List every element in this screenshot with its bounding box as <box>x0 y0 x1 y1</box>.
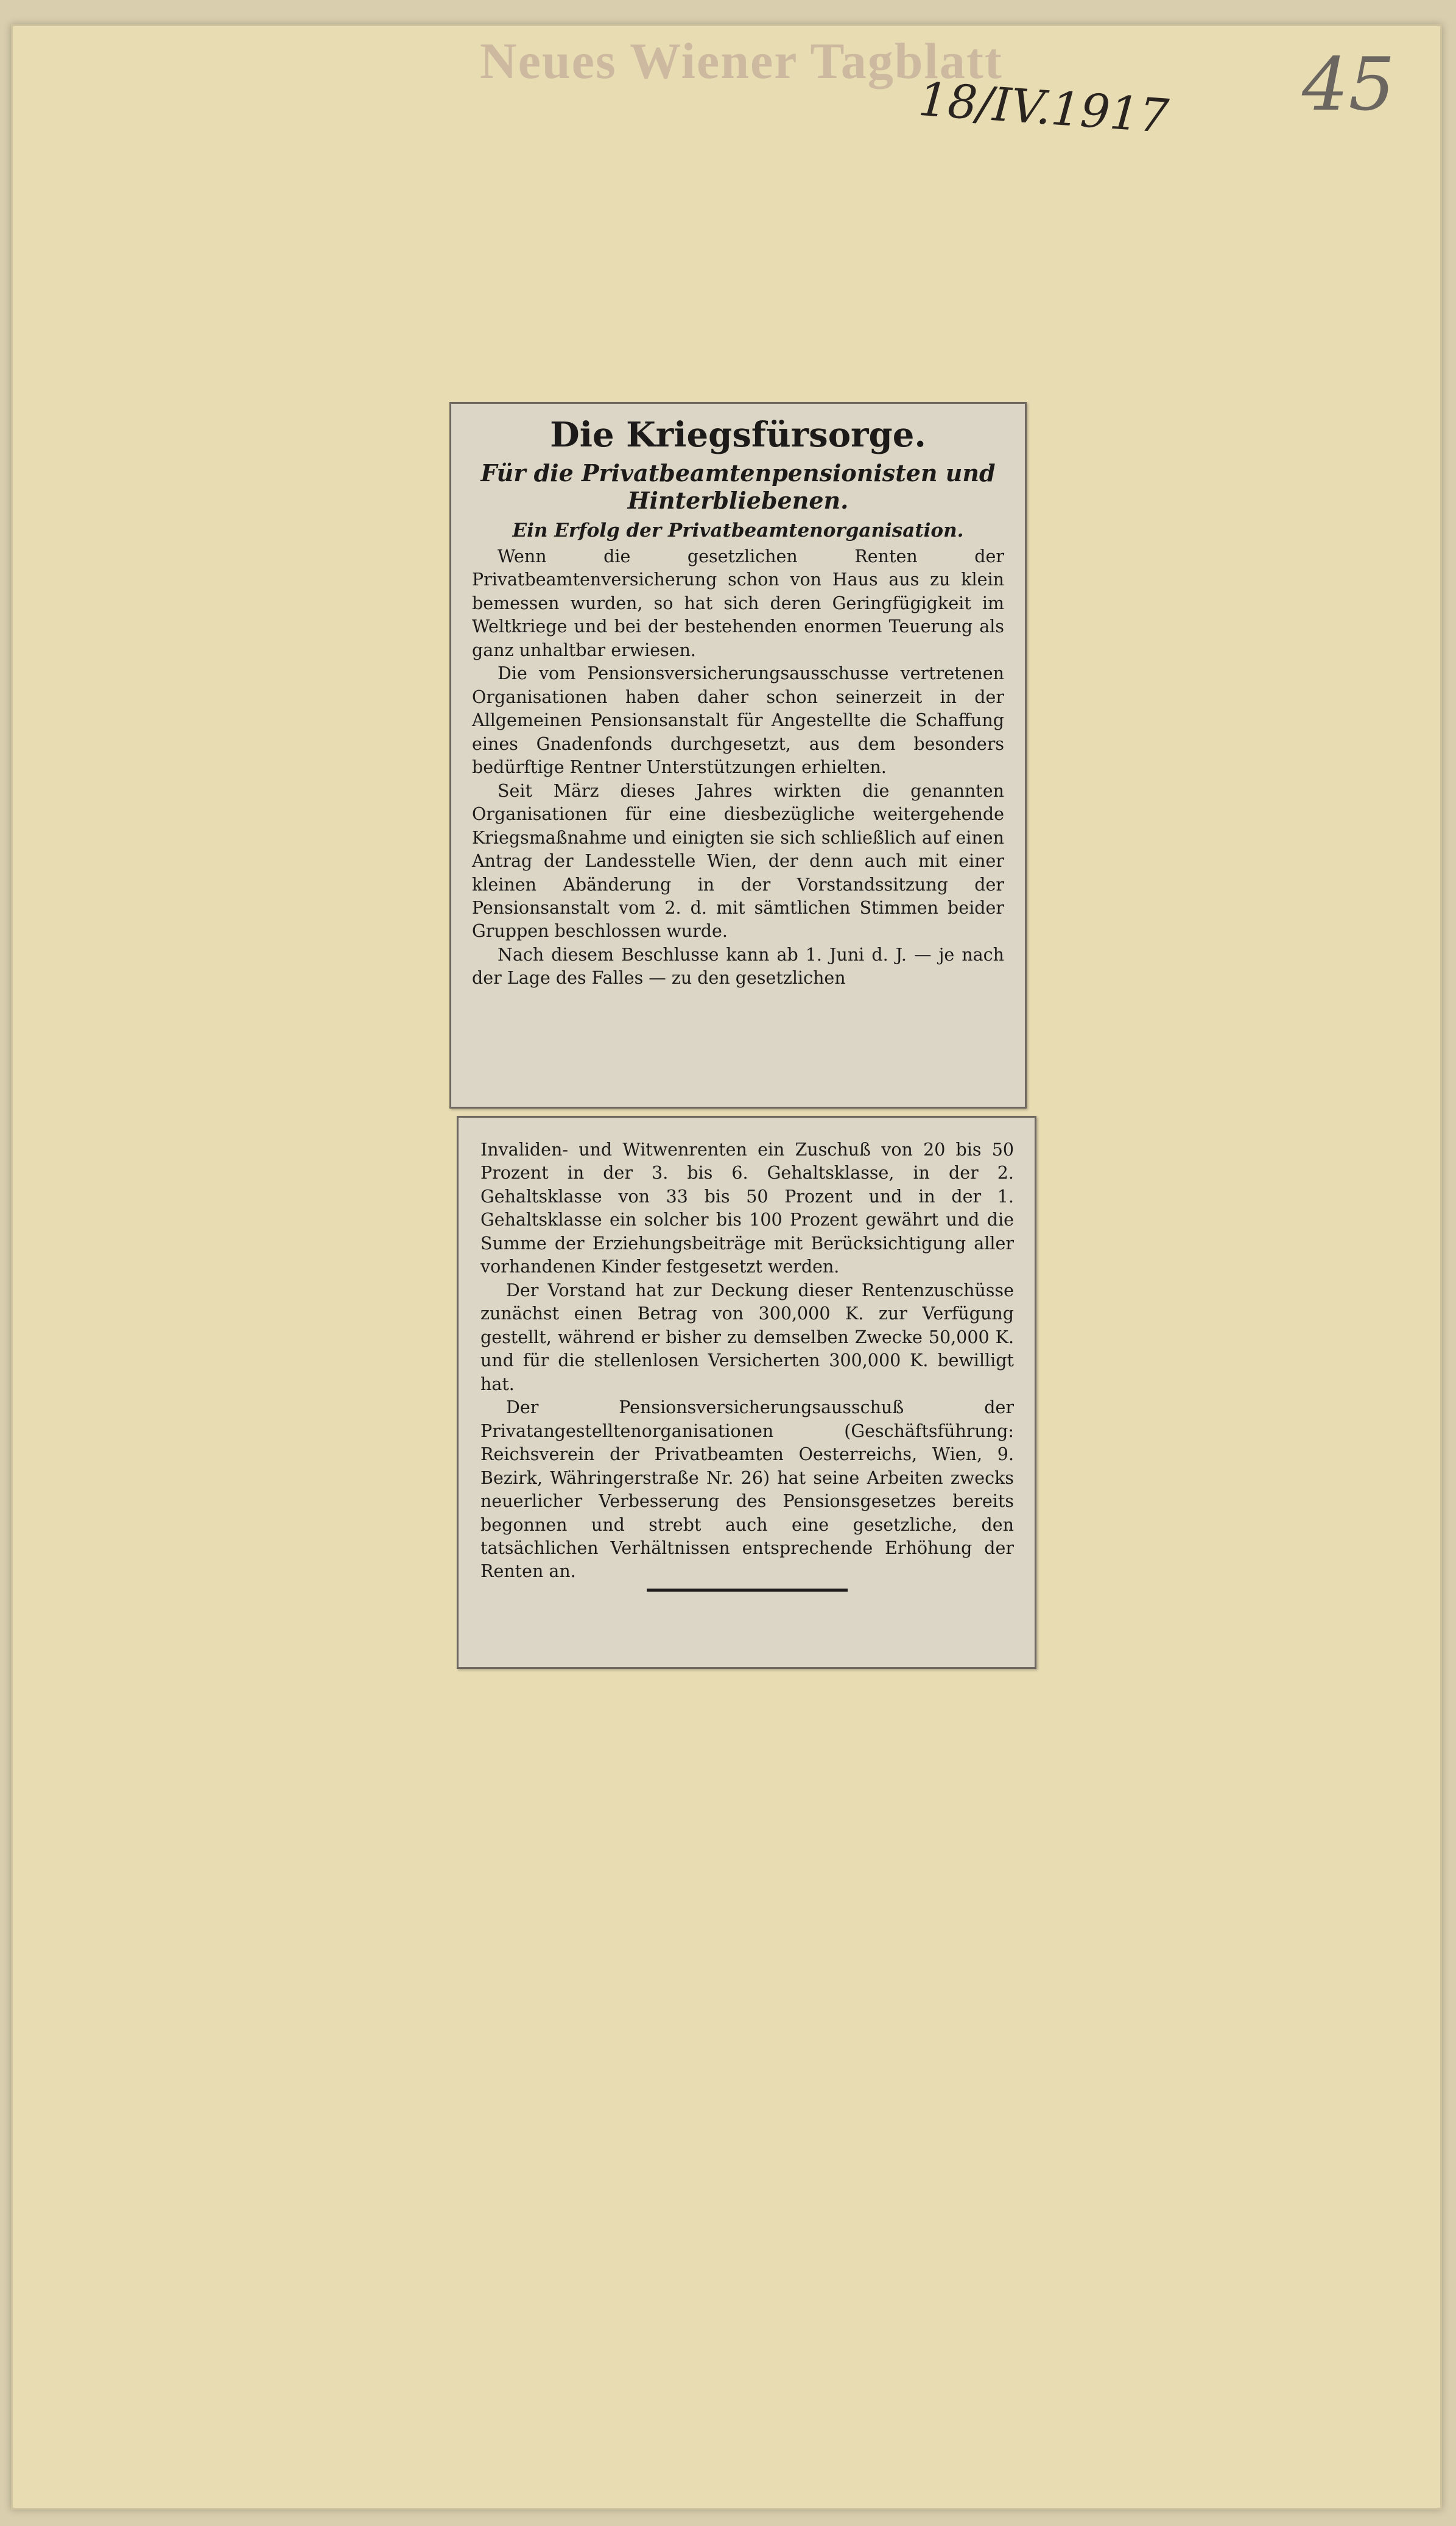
end-rule <box>647 1589 848 1592</box>
page-number: 45 <box>1302 43 1395 127</box>
clipping-top <box>449 402 1027 1109</box>
article-paragraph: Invaliden- und Witwenrenten ein Zuschuß von 20 bis 50 Prozent in der 3. bis 6. Gehaltsklasse, in der 2. Gehaltsklasse von 33 bis 50 Prozent und in der 1. Gehaltsklasse ein solcher bis 100 Prozent gewährt und die Summe der Erziehungsbeiträge mit Berücksichtigung aller vorhandenen Kinder festgesetzt werden. <box>480 1140 1014 1277</box>
article-paragraph: Die vom Pensionsversicherungsausschusse vertretenen Organisationen haben daher schon seinerzeit in der Allgemeinen Pensionsanstalt für Angestellte die Schaffung eines Gnadenfonds durchgesetzt, aus dem besonders bedürftige Rentner Unterstützungen erhielten. <box>472 663 1004 778</box>
article-headline: Die Kriegsfürsorge. <box>550 415 926 455</box>
article-paragraph: Der Vorstand hat zur Deckung dieser Rentenzuschüsse zunächst einen Betrag von 300,000 K. zur Verfügung gestellt, während er bisher zu demselben Zwecke 50,000 K. und für die stellenlosen Versicherten 300,000 K. bewilligt hat. <box>480 1280 1014 1394</box>
handwritten-date: 18/IV.1917 <box>916 71 1171 144</box>
article-paragraph: Seit März dieses Jahres wirkten die genannten Organisationen für eine diesbezügliche weitergehende Kriegsmaßnahme und einigten sie sich schließlich auf einen Antrag der Landesstelle Wien, der denn auch mit einer kleinen Abänderung in der Vorstandssitzung der Pensionsanstalt vom 2. d. mit sämtlichen Stimmen beider Gruppen beschlossen wurde. <box>472 780 1004 942</box>
clipping-bottom <box>457 1116 1036 1669</box>
newspaper-stamp: Neues Wiener Tagblatt <box>480 33 1003 90</box>
article-paragraph: Nach diesem Beschlusse kann ab 1. Juni d. J. — je nach der Lage des Falles — zu den gesetzlichen <box>472 944 1004 989</box>
article-subhead: Für die Privatbeamtenpensionisten und Hinterbliebenen. <box>480 459 996 515</box>
article-paragraph: Der Pensionsversicherungsausschuß der Privatangestelltenorganisationen (Geschäftsführung: Reichsverein der Privatbeamten Oesterreichs, Wien, 9. Bezirk, Währingerstraße Nr. 26) hat seine Arbeiten zwecks neuerlicher Verbesserung des Pensionsgesetzes bereits begonnen und strebt auch eine gesetzliche, den tatsächlichen Verhältnissen entsprechende Erhöhung der Renten an. <box>480 1397 1014 1582</box>
article-paragraph: Wenn die gesetzlichen Renten der Privatbeamtenversicherung schon von Haus aus zu klein bemessen wurden, so hat sich deren Geringfügigkeit im Weltkriege und bei der bestehenden enormen Teuerung als ganz unhaltbar erwiesen. <box>472 546 1004 660</box>
article-subsubhead: Ein Erfolg der Privatbeamtenorganisation. <box>512 519 964 542</box>
